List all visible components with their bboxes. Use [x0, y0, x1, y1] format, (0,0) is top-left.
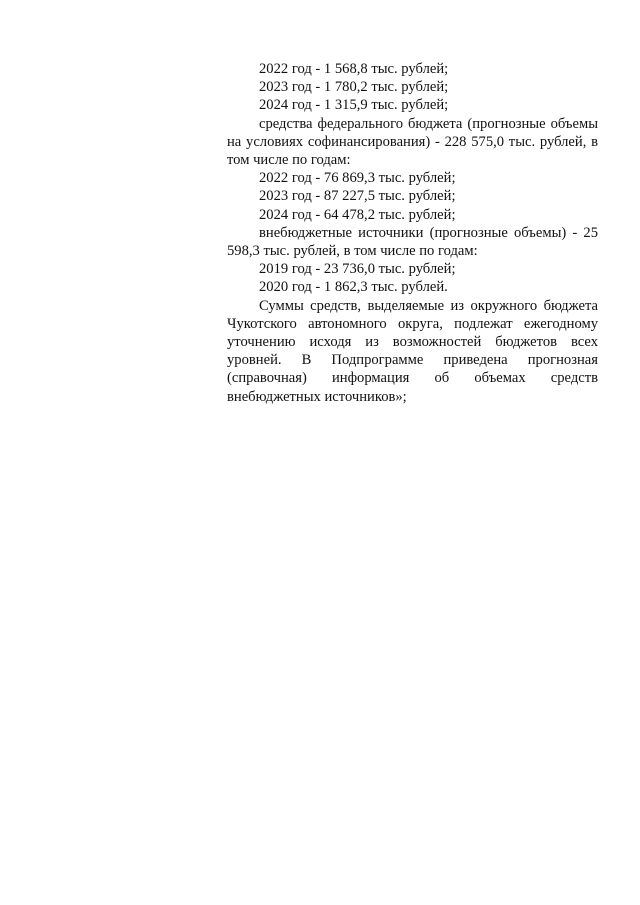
- paragraph-funding-note: Суммы средств, выделяемые из окружного бюджета Чукотского автономного округа, подлежат ежегодному уточнению исходя из возможностей бюджетов всех уровней. В Подпрограмме приведена прогнозная (справочная) информация об объемах средств внебюджетных источников»;: [227, 297, 598, 405]
- paragraph-2022-federal: 2022 год - 76 869,3 тыс. рублей;: [259, 170, 456, 187]
- paragraph-2022-local: 2022 год - 1 568,8 тыс. рублей;: [259, 61, 449, 77]
- paragraph-federal-budget: средства федерального бюджета (прогнозные объемы на условиях софинансирования) - 228 575,0 тыс. рублей, в том числе по годам:: [227, 115, 598, 169]
- paragraph-2024-local: 2024 год - 1 315,9 тыс. рублей;: [259, 97, 449, 114]
- document-text: [227, 60, 598, 406]
- paragraph-2019-extrabudgetary: 2019 год - 23 736,0 тыс. рублей;: [259, 261, 456, 278]
- paragraph-2023-federal: 2023 год - 87 227,5 тыс. рублей;: [259, 188, 456, 205]
- paragraph-extrabudgetary: внебюджетные источники (прогнозные объемы) - 25 598,3 тыс. рублей, в том числе по годам:: [227, 224, 598, 260]
- paragraph-2020-extrabudgetary: 2020 год - 1 862,3 тыс. рублей.: [259, 279, 448, 296]
- paragraph-2023-local: 2023 год - 1 780,2 тыс. рублей;: [259, 79, 449, 96]
- paragraph-2024-federal: 2024 год - 64 478,2 тыс. рублей;: [259, 206, 456, 223]
